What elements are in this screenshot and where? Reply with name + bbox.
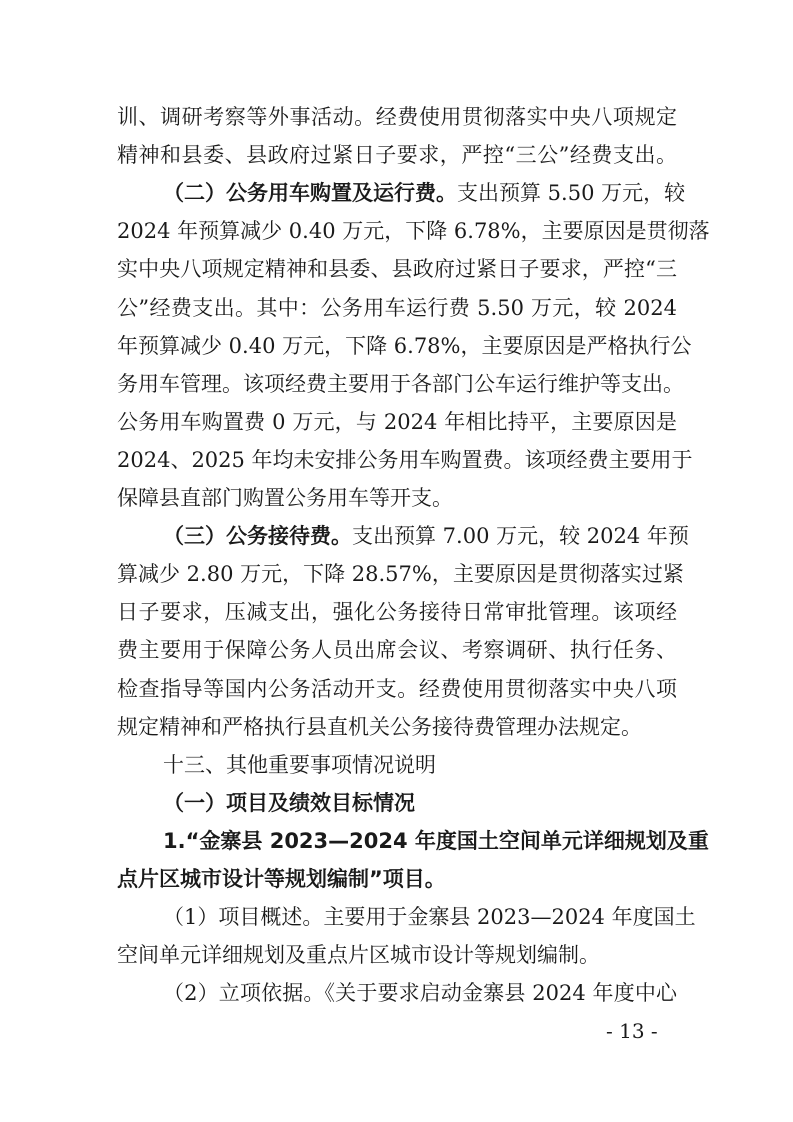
paragraph-line: 检查指导等国内公务活动开支。经费使用贯彻落实中央八项 [117, 677, 677, 701]
paragraph-line: 年预算减少 0.40 万元，下降 6.78%，主要原因是严格执行公 [117, 334, 692, 358]
paragraph-line: 日子要求，压减支出，强化公务接待日常审批管理。该项经 [117, 600, 677, 624]
paragraph-line: 精神和县委、县政府过紧日子要求，严控“三公”经费支出。 [117, 143, 677, 167]
paragraph-line: 训、调研考察等外事活动。经费使用贯彻落实中央八项规定 [117, 105, 677, 129]
section-heading-vehicle-costs: （二）公务用车购置及运行费。支出预算 5.50 万元，较 [163, 181, 686, 205]
bold-heading: （二）公务用车购置及运行费。 [163, 181, 457, 205]
paragraph-line: 公”经费支出。其中：公务用车运行费 5.50 万元，较 2024 [117, 296, 677, 320]
paragraph-line: 规定精神和严格执行县直机关公务接待费管理办法规定。 [117, 715, 642, 739]
paragraph-line: 费主要用于保障公务人员出席会议、考察调研、执行任务、 [117, 638, 677, 662]
section-heading-reception-costs: （三）公务接待费。支出预算 7.00 万元，较 2024 年预 [163, 524, 689, 548]
paragraph-line: 实中央八项规定精神和县委、县政府过紧日子要求，严控“三 [117, 257, 677, 281]
paragraph-line: （2）立项依据。《关于要求启动金寨县 2024 年度中心 [163, 981, 677, 1005]
project-title-line: 1.“金寨县 2023—2024 年度国土空间单元详细规划及重 [163, 829, 709, 853]
page-number: - 13 - [606, 1019, 658, 1043]
paragraph-line: （1）项目概述。主要用于金寨县 2023—2024 年度国土 [163, 905, 696, 929]
section-heading-other-matters: 十三、其他重要事项情况说明 [163, 753, 436, 777]
paragraph-line: 务用车管理。该项经费主要用于各部门公车运行维护等支出。 [117, 372, 684, 396]
paragraph-line: 空间单元详细规划及重点片区城市设计等规划编制。 [117, 943, 600, 967]
paragraph-line: 2024 年预算减少 0.40 万元，下降 6.78%，主要原因是贯彻落 [117, 219, 710, 243]
paragraph-line: 公务用车购置费 0 万元，与 2024 年相比持平，主要原因是 [117, 410, 677, 434]
project-title-line: 点片区城市设计等规划编制”项目。 [117, 867, 446, 891]
bold-heading: （三）公务接待费。 [163, 524, 352, 548]
paragraph-line: 保障县直部门购置公务用车等开支。 [117, 486, 453, 510]
subsection-heading-projects: （一）项目及绩效目标情况 [163, 791, 415, 815]
paragraph-line: 算减少 2.80 万元，下降 28.57%，主要原因是贯彻落实过紧 [117, 562, 684, 586]
paragraph-line: 2024、2025 年均未安排公务用车购置费。该项经费主要用于 [117, 448, 693, 472]
